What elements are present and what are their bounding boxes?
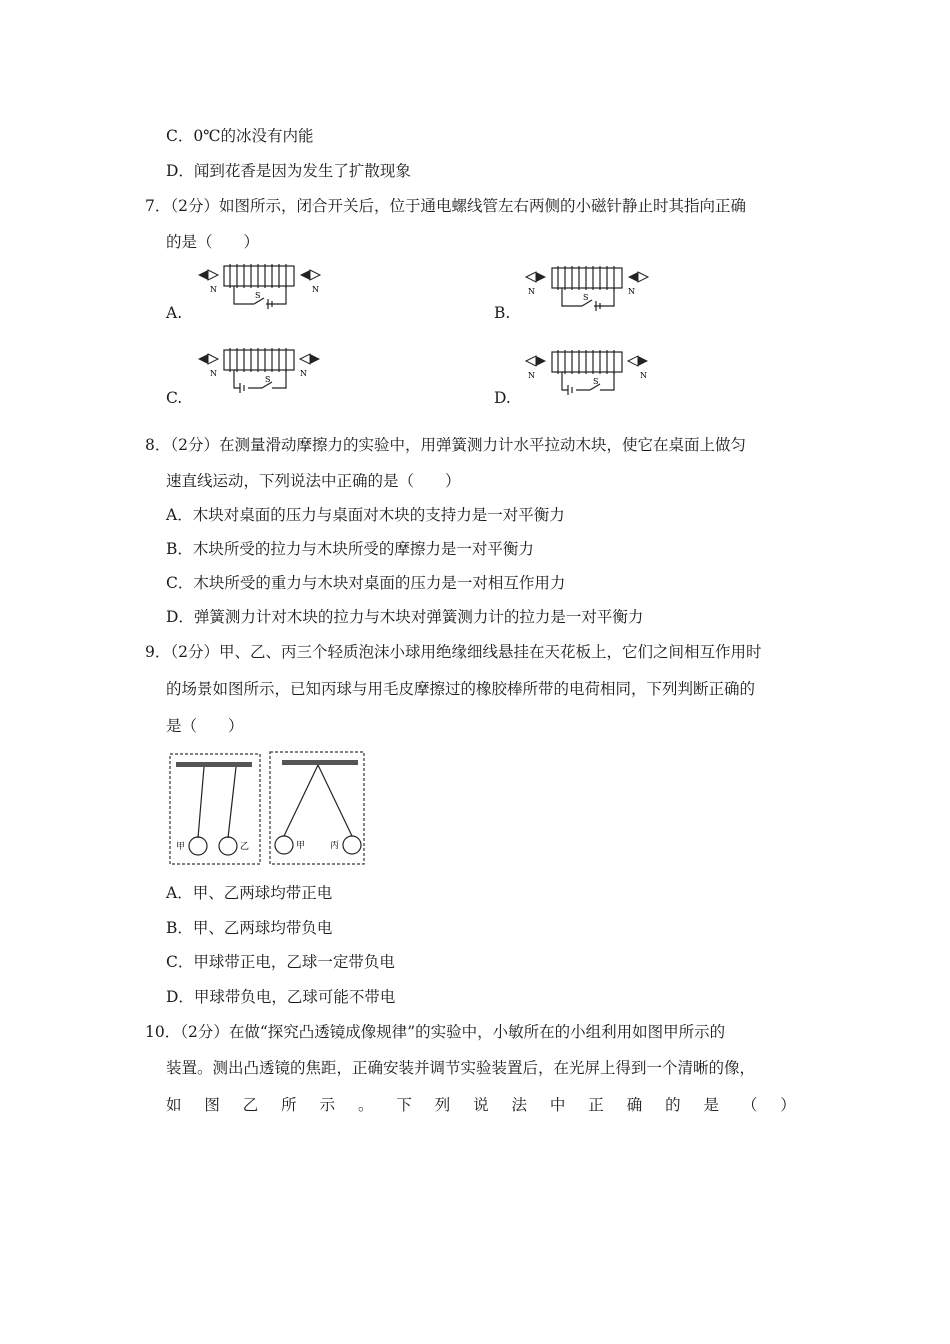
q7-b-right-pole-text: N: [628, 287, 635, 296]
q10-stem-line1: 10．（2分）在做“探究凸透镜成像规律”的实验中，小敏所在的小组利用如图甲所示的: [145, 1023, 726, 1041]
q9-option-a: A．甲、乙两球均带正电: [166, 884, 333, 902]
q7-figure-c: [196, 344, 336, 400]
q7-label-b: B.: [494, 304, 511, 322]
q10-char: 正: [588, 1096, 604, 1114]
q7-c-right-pole-text: N: [300, 369, 307, 378]
q7-c-left-pole-text: N: [210, 369, 217, 378]
q7-label-d: D.: [494, 389, 511, 407]
q6-option-c: C．0℃的冰没有内能: [166, 127, 314, 145]
q10-char: 图: [204, 1096, 220, 1114]
q7-figure-d: [524, 346, 664, 402]
q7-d-switch-text: S: [593, 377, 599, 386]
q9-fig-label-yi: 乙: [240, 842, 250, 852]
q9-figure: [168, 748, 368, 870]
q10-stem-line3: [166, 1095, 796, 1115]
q7-b-left-pole-text: N: [528, 287, 535, 296]
q6-option-d: D．闻到花香是因为发生了扩散现象: [166, 162, 411, 180]
q10-stem-line2: 装置。测出凸透镜的焦距，正确安装并调节实验装置后，在光屏上得到一个清晰的像，: [166, 1059, 756, 1077]
q8-option-b: B．木块所受的拉力与木块所受的摩擦力是一对平衡力: [166, 540, 534, 558]
q10-char: 下: [396, 1096, 412, 1114]
q7-figure-a: [196, 260, 336, 316]
q9-stem-line2: 的场景如图所示，已知丙球与用毛皮摩擦过的橡胶棒所带的电荷相同，下列判断正确的: [166, 680, 756, 698]
q9-fig-label-bing: 丙: [330, 841, 340, 851]
q8-option-a: A．木块对桌面的压力与桌面对木块的支持力是一对平衡力: [166, 506, 565, 524]
q8-stem-line1: 8．（2分）在测量滑动摩擦力的实验中，用弹簧测力计水平拉动木块，使它在桌面上做匀: [145, 436, 746, 454]
q7-b-switch-text: S: [583, 293, 589, 302]
q9-option-d: D．甲球带负电，乙球可能不带电: [166, 988, 396, 1006]
q7-d-left-pole-text: N: [528, 371, 535, 380]
q7-a-switch-text: S: [255, 291, 261, 300]
q10-char: 所: [281, 1096, 297, 1114]
q10-char: 确: [626, 1096, 643, 1114]
q10-char: （: [741, 1096, 758, 1114]
q10-char: 如: [166, 1096, 182, 1114]
q9-option-c: C．甲球带正电，乙球一定带负电: [166, 953, 395, 971]
q7-stem-line2: 的是（ ）: [166, 233, 260, 251]
q10-char: 示: [319, 1096, 336, 1114]
q10-char: 法: [511, 1096, 528, 1114]
q7-figure-b: [524, 262, 664, 318]
q7-a-right-pole-text: N: [312, 285, 319, 294]
q10-char: 乙: [242, 1096, 259, 1114]
q10-char: ）: [780, 1096, 796, 1114]
q8-stem-line2: 速直线运动，下列说法中正确的是（ ）: [166, 472, 461, 490]
q10-char: 的: [665, 1096, 681, 1114]
q10-char: 。: [357, 1096, 374, 1114]
q8-option-d: D．弹簧测力计对木块的拉力与木块对弹簧测力计的拉力是一对平衡力: [166, 608, 644, 626]
q10-char: 是: [703, 1096, 719, 1114]
q10-char: 列: [434, 1096, 451, 1114]
q10-char: 中: [549, 1096, 566, 1114]
q7-stem-line1: 7．（2分）如图所示，闭合开关后，位于通电螺线管左右两侧的小磁针静止时其指向正确: [145, 197, 746, 215]
q7-label-c: C.: [166, 389, 183, 407]
q9-fig-label-jia-left: 甲: [176, 842, 186, 852]
q9-fig-label-jia-right: 甲: [296, 841, 306, 851]
q9-option-b: B．甲、乙两球均带负电: [166, 919, 333, 937]
q7-a-left-pole-text: N: [210, 285, 217, 294]
q7-c-switch-text: S: [265, 375, 271, 384]
q8-option-c: C．木块所受的重力与木块对桌面的压力是一对相互作用力: [166, 574, 566, 592]
q10-char: 说: [473, 1096, 489, 1114]
q7-label-a: A.: [166, 304, 183, 322]
q7-d-right-pole-text: N: [640, 371, 647, 380]
q9-stem-line1: 9．（2分）甲、乙、丙三个轻质泡沫小球用绝缘细线悬挂在天花板上，它们之间相互作用时: [145, 643, 762, 661]
q9-stem-line3: 是（ ）: [166, 717, 244, 735]
